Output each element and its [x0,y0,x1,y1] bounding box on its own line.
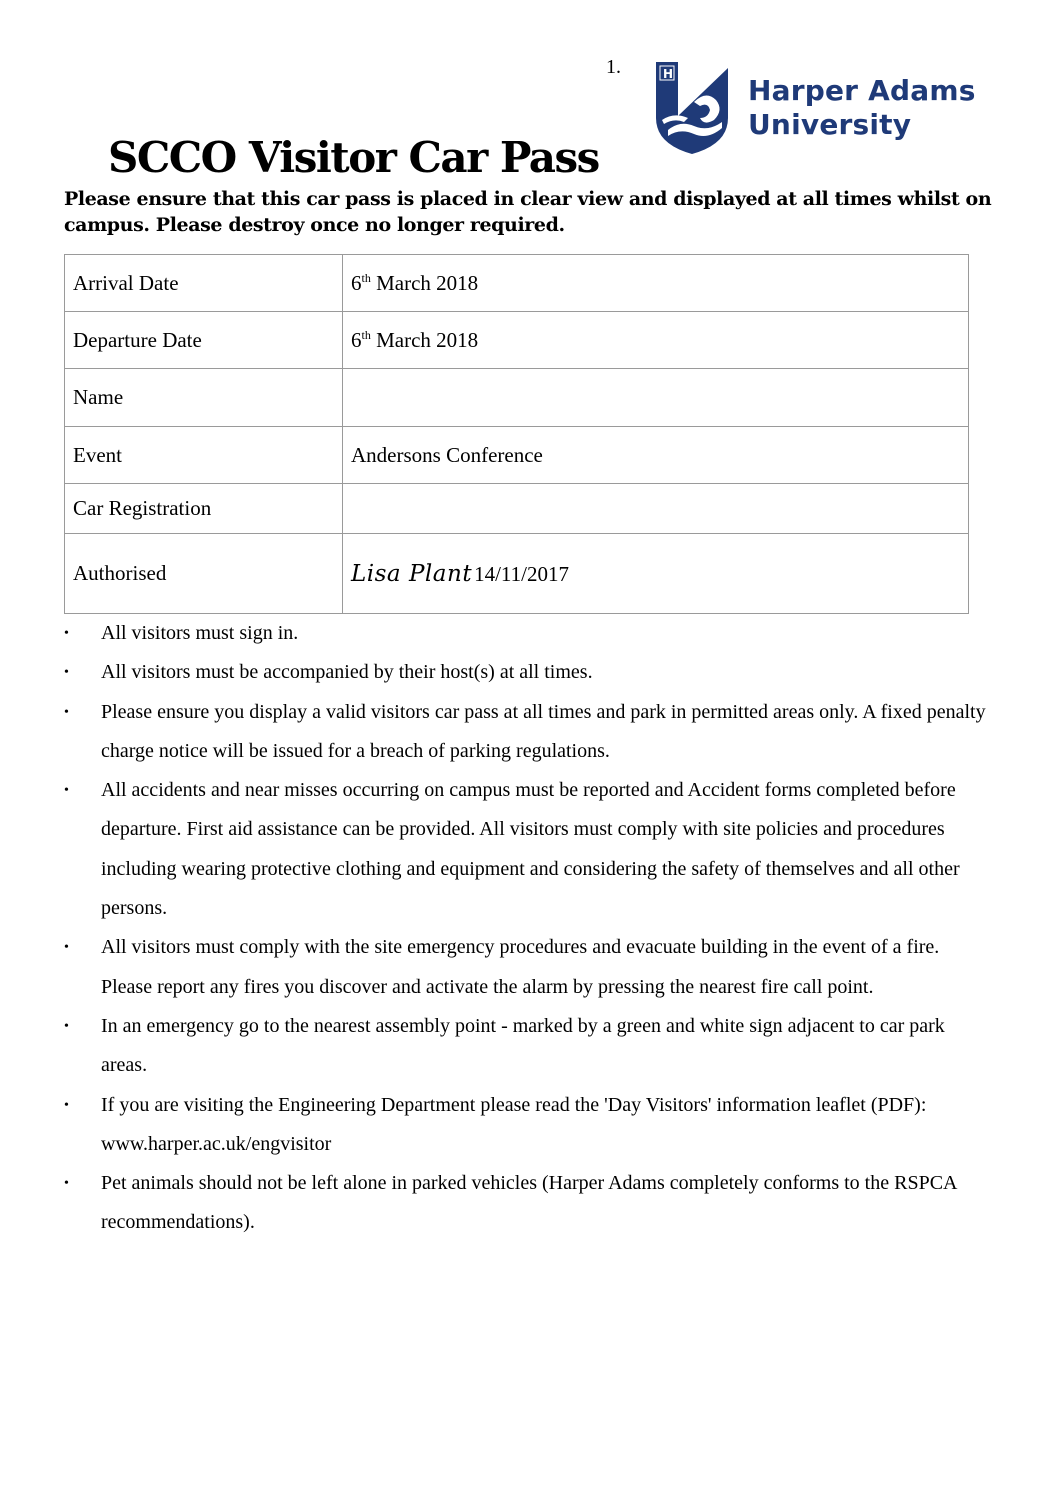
bullet-icon: • [64,783,69,799]
authorised-value [343,534,969,614]
bullet-icon: • [64,1018,69,1034]
shield-letter: H [663,67,674,81]
university-shield-icon [654,60,730,156]
bullet-icon: • [64,1176,69,1192]
authorised-date: 14/11/2017 [474,561,569,586]
car-registration-value [343,484,969,534]
bullet-icon: • [64,1097,69,1113]
list-item: • If you are visiting the Engineering Department please read the 'Day Visitors' information leaflet (PDF): www.harper.ac.uk/engvisitor [64,1086,994,1165]
university-logo [654,60,994,160]
car-registration-label: Car Registration [65,484,343,534]
departure-date-value: 6th March 2018 [343,312,969,369]
bullet-icon: • [64,704,69,720]
visitor-details-table [64,254,969,614]
list-item: • Pet animals should not be left alone in parked vehicles (Harper Adams completely conforms to the RSPCA recommendations). [64,1164,994,1243]
table-row-authorised [65,534,969,614]
table-row-car-registration [65,484,969,534]
arrival-date-label: Arrival Date [65,255,343,312]
intro-notice: Please ensure that this car pass is placed in clear view and displayed at all times whilst on campus. Please destroy once no longer required. [64,188,992,236]
arrival-date-value: 6th March 2018 [343,255,969,312]
list-item: • All visitors must sign in. [64,614,994,653]
list-item: • In an emergency go to the nearest assembly point - marked by a green and white sign adjacent to car park areas. [64,1007,994,1086]
page-title: SCCO Visitor Car Pass [108,133,599,182]
table-row-arrival [65,255,969,312]
authorised-signature: Lisa Plant [351,560,473,587]
visitor-rules-list [64,614,994,1243]
name-label: Name [65,369,343,427]
page-number: 1. [606,56,621,78]
table-row-event [65,427,969,484]
bullet-icon: • [64,665,69,681]
logo-text [748,74,976,142]
list-item: • All visitors must be accompanied by their host(s) at all times. [64,653,994,692]
name-value [343,369,969,427]
list-item: • All visitors must comply with the site emergency procedures and evacuate building in the event of a fire. Please report any fires you discover and activate the alarm by pressing the nearest fire call point. [64,928,994,1007]
event-value: Andersons Conference [343,427,969,484]
departure-date-label: Departure Date [65,312,343,369]
event-label: Event [65,427,343,484]
authorised-label: Authorised [65,534,343,614]
logo-line-2: University [748,108,912,141]
list-item: • All accidents and near misses occurring on campus must be reported and Accident forms completed before departure. First aid assistance can be provided. All visitors must comply with site policies and procedures including wearing protective clothing and equipment and considering the safety of themselves and all other persons. [64,771,994,928]
list-item: • Please ensure you display a valid visitors car pass at all times and park in permitted areas only. A fixed penalty charge notice will be issued for a breach of parking regulations. [64,693,994,772]
bullet-icon: • [64,940,69,956]
table-row-name [65,369,969,427]
table-row-departure [65,312,969,369]
logo-line-1: Harper Adams [748,74,976,107]
bullet-icon: • [64,626,69,641]
